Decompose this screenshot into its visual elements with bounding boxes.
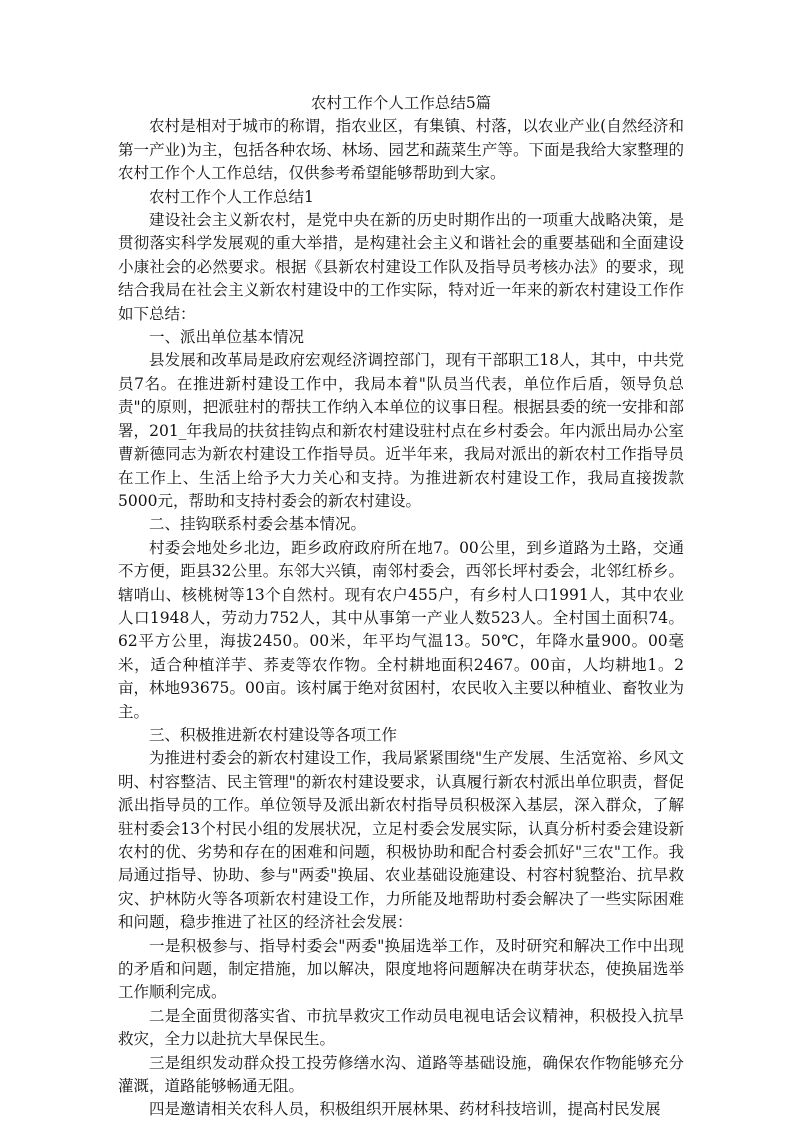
- section-heading-summary-1: 农村工作个人工作总结1: [149, 187, 314, 206]
- body-paragraph: 村委会地处乡北边，距乡政府政府所在地7。00公里，到乡道路为土路，交通不方便，距县32公里。东邻大兴镇，南邻村委会，西邻长坪村委会，北邻红桥乡。辖哨山、核桃树等13个自然村。现有农户455户，有乡村人口1991人，其中农业人口1948人，劳动力752人，其中从事第一产业人数523人。全村国土面积74。62平方公里，海拔2450。00米，年平均气温13。50℃，年降水量900。00毫米，适合种植洋芋、荞麦等农作物。全村耕地面积2467。00亩，人均耕地1。2亩，林地93675。00亩。该村属于绝对贫困村，农民收入主要以种植业、畜牧业为主。: [118, 538, 684, 721]
- list-item-paragraph: 四是邀请相关农科人员，积极组织开展林果、药材科技培训，提高村民发展: [149, 1100, 661, 1119]
- document-page: [118, 92, 684, 1122]
- intro-paragraph: 农村是相对于城市的称谓，指农业区，有集镇、村落，以农业产业(自然经济和第一产业)为主，包括各种农场、林场、园艺和蔬菜生产等。下面是我给大家整理的农村工作个人工作总结，仅供参考希望能够帮助到大家。: [118, 117, 684, 183]
- body-paragraph: 建设社会主义新农村，是党中央在新的历史时期作出的一项重大战略决策，是贯彻落实科学发展观的重大举措，是构建社会主义和谐社会的重要基础和全面建设小康社会的必然要求。根据《县新农村建设工作队及指导员考核办法》的要求，现结合我局在社会主义新农村建设中的工作实际，特对近一年来的新农村建设工作作如下总结：: [118, 211, 684, 323]
- list-item-paragraph: 一是积极参与、指导村委会"两委"换届选举工作，及时研究和解决工作中出现的矛盾和问题，制定措施，加以解决，限度地将问题解决在萌芽状态，使换届选举工作顺利完成。: [118, 936, 684, 1002]
- list-item-paragraph: 二是全面贯彻落实省、市抗旱救灾工作动员电视电话会议精神，积极投入抗旱救灾，全力以赴抗大旱保民生。: [118, 1006, 684, 1049]
- section-heading-village-info: 二、挂钩联系村委会基本情况。: [149, 515, 367, 534]
- body-paragraph: 为推进村委会的新农村建设工作，我局紧紧围绕"生产发展、生活宽裕、乡风文明、村容整洁、民主管理"的新农村建设要求，认真履行新农村派出单位职责，督促派出指导员的工作。单位领导及派出新农村指导员积极深入基层，深入群众，了解驻村委会13个村民小组的发展状况，立足村委会发展实际，认真分析村委会建设新农村的优、劣势和存在的困难和问题，积极协助和配合村委会抓好"三农"工作。我局通过指导、协助、参与"两委"换届、农业基础设施建设、村容村貌整治、抗旱救灾、护林防火等各项新农村建设工作，力所能及地帮助村委会解决了一些实际困难和问题，稳步推进了社区的经济社会发展：: [118, 749, 684, 932]
- section-heading-unit-info: 一、派出单位基本情况: [149, 328, 305, 347]
- list-item-paragraph: 三是组织发动群众投工投劳修缮水沟、道路等基础设施，确保农作物能够充分灌溉，道路能够畅通无阻。: [118, 1053, 684, 1096]
- section-heading-work: 三、积极推进新农村建设等各项工作: [149, 725, 398, 744]
- body-paragraph: 县发展和改革局是政府宏观经济调控部门，现有干部职工18人，其中，中共党员7名。在推进新村建设工作中，我局本着"队员当代表，单位作后盾，领导负总责"的原则，把派驻村的帮扶工作纳入本单位的议事日程。根据县委的统一安排和部署，201_年我局的扶贫挂钩点和新农村建设驻村点在乡村委会。年内派出局办公室曹新德同志为新农村建设工作指导员。近半年来，我局对派出的新农村工作指导员在工作上、生活上给予大力关心和支持。为推进新农村建设工作，我局直接拨款5000元，帮助和支持村委会的新农村建设。: [118, 351, 684, 510]
- document-title: 农村工作个人工作总结5篇: [310, 94, 492, 112]
